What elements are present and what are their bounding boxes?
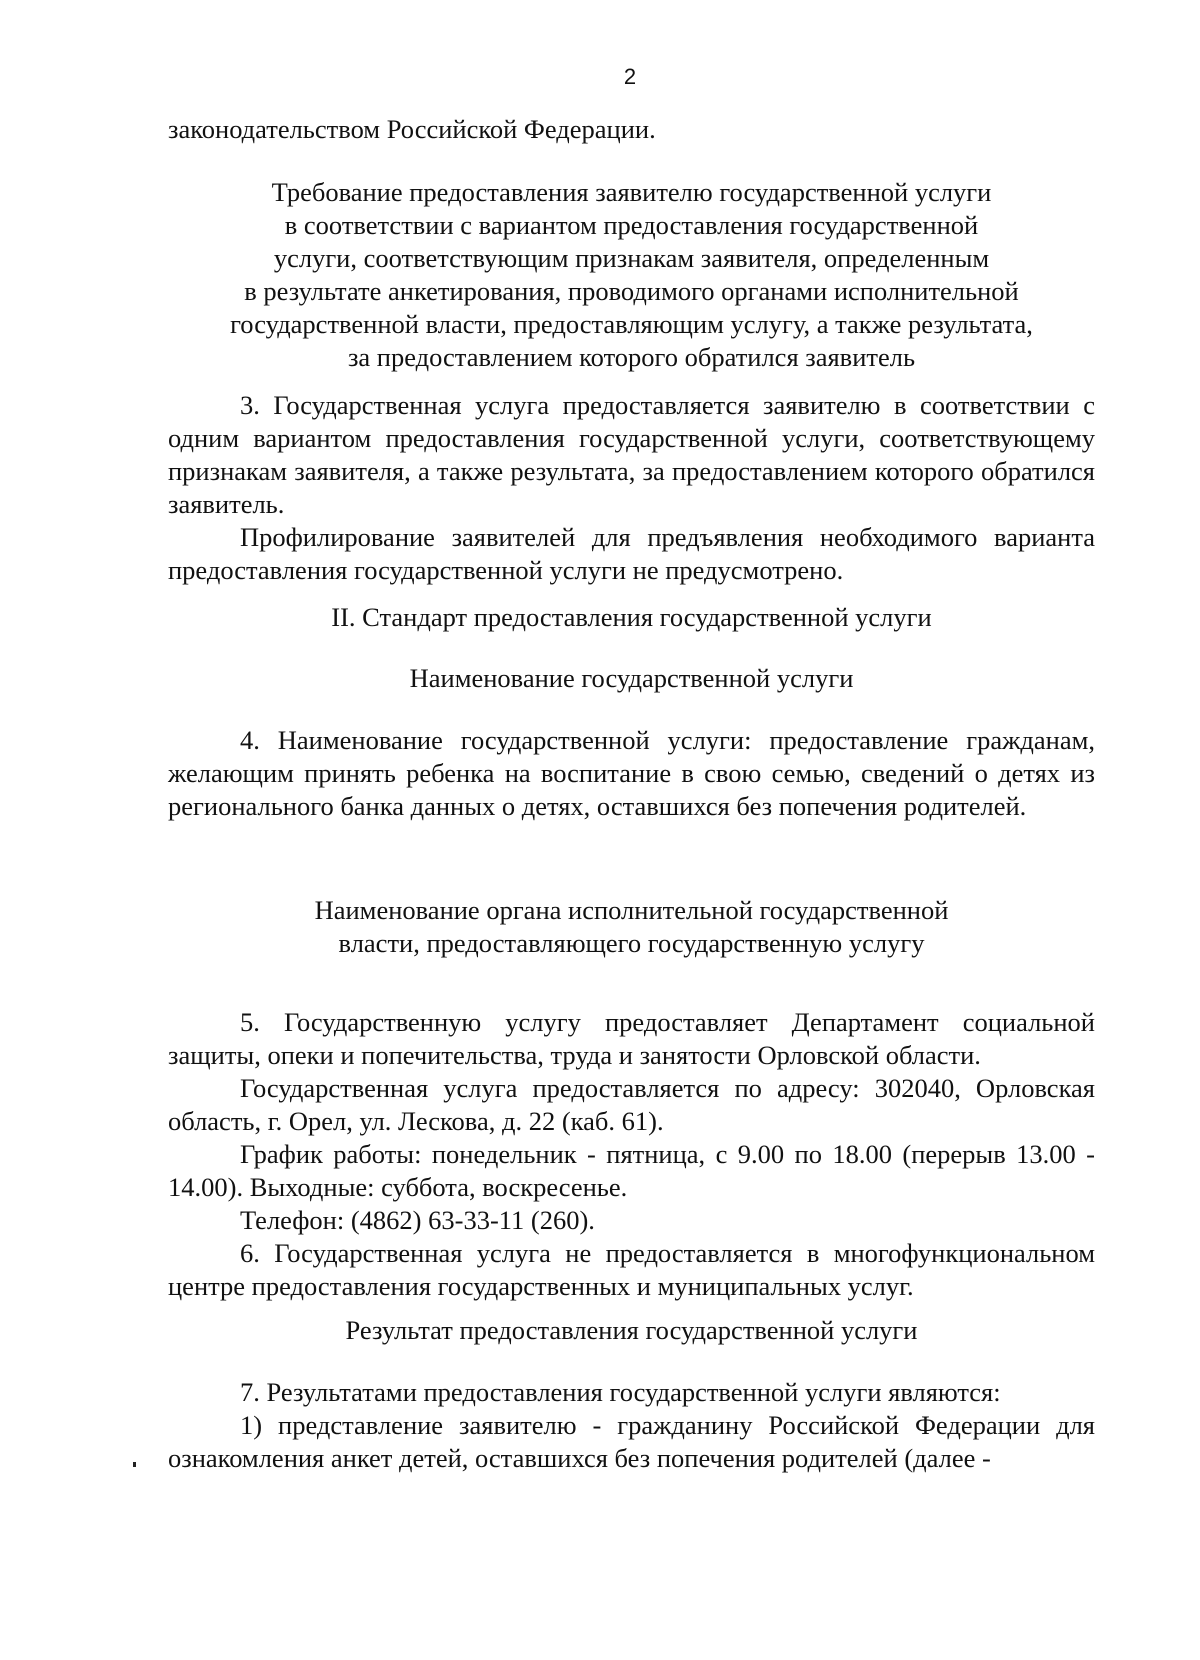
heading-name: [168, 662, 1095, 695]
heading-organ-line: Наименование органа исполнительной государственной: [314, 895, 949, 925]
paragraph-schedule: График работы: понедельник - пятница, с 9.00 по 18.00 (перерыв 13.00 - 14.00). Выходные: суббота, воскресенье.: [168, 1139, 1095, 1202]
paragraph-5: 5. Государственную услугу предоставляет Департамент социальной защиты, опеки и попечительства, труда и занятости Орловской области.: [168, 1007, 1095, 1070]
heading-variant-line: за предоставлением которого обратился заявитель: [347, 342, 916, 372]
paragraph-4: 4. Наименование государственной услуги: предоставление гражданам, желающим принять ребенка на воспитание в свою семью, сведений о детях из регионального банка данных о детях, оставшихся без попечения родителей.: [168, 725, 1095, 821]
paragraph-6: 6. Государственная услуга не предоставляется в многофункциональном центре предоставления государственных и муниципальных услуг.: [168, 1238, 1095, 1301]
section-clause-4: [168, 724, 1095, 823]
heading-name-text: Наименование государственной услуги: [409, 663, 854, 693]
heading-result: [168, 1314, 1095, 1347]
heading-variant-line: в соответствии с вариантом предоставления государственной: [284, 210, 979, 240]
heading-variant: [168, 176, 1095, 374]
intro-line-container: [168, 113, 1095, 146]
page-number: 2: [623, 64, 637, 89]
heading-variant-line: Требование предоставления заявителю государственной услуги: [271, 177, 992, 207]
heading-organ: [168, 894, 1095, 960]
paragraph-7-1: 1) представление заявителю - гражданину Российской Федерации для ознакомления анкет детей, оставшихся без попечения родителей (далее -: [168, 1410, 1095, 1473]
paragraph-7: 7. Результатами предоставления государственной услуги являются:: [240, 1377, 1001, 1407]
intro-line: законодательством Российской Федерации.: [168, 114, 656, 144]
heading-variant-line: государственной власти, предоставляющим услугу, а также результата,: [230, 309, 1033, 339]
paragraph-profiling: Профилирование заявителей для предъявления необходимого варианта предоставления государственной услуги не предусмотрено.: [168, 522, 1095, 585]
paragraph-phone: Телефон: (4862) 63-33-11 (260).: [240, 1205, 595, 1235]
section-2-title: [168, 601, 1095, 634]
section-clause-7: [168, 1376, 1095, 1475]
section-clause-3: [168, 389, 1095, 587]
section-2-title-text: II. Стандарт предоставления государственной услуги: [331, 602, 932, 632]
heading-variant-line: в результате анкетирования, проводимого органами исполнительной: [244, 276, 1019, 306]
scan-mark: [133, 1462, 136, 1467]
heading-organ-line: власти, предоставляющего государственную услугу: [338, 928, 925, 958]
paragraph-address: Государственная услуга предоставляется по адресу: 302040, Орловская область, г. Орел, ул. Лескова, д. 22 (каб. 61).: [168, 1073, 1095, 1136]
paragraph-3: 3. Государственная услуга предоставляется заявителю в соответствии с одним вариантом предоставления государственной услуги, соответствующему признакам заявителя, а также результата, за предоставлением которого обратился заявитель.: [168, 390, 1095, 519]
heading-variant-line: услуги, соответствующим признакам заявителя, определенным: [273, 243, 990, 273]
section-clause-5-6: [168, 1006, 1095, 1303]
heading-result-text: Результат предоставления государственной услуги: [345, 1315, 918, 1345]
